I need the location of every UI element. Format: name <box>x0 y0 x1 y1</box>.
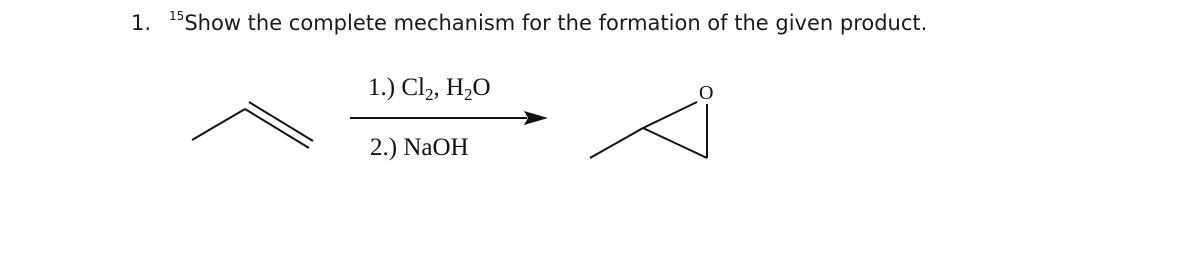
epoxide-co-bond-a <box>643 102 697 128</box>
reagent-step-2: 2.) NaOH <box>370 134 469 161</box>
propene-double-bond-a <box>245 109 309 148</box>
point-value: 15 <box>169 9 185 23</box>
epoxide-oxygen-label: O <box>699 82 714 104</box>
question-prompt: Show the complete mechanism for the formation of the given product. <box>184 11 928 35</box>
epoxide-cc-bond <box>643 128 707 158</box>
propene-double-bond-b <box>249 102 313 141</box>
reagent-step-1: 1.) $Cl_2$, $H_2O$ <box>368 74 491 104</box>
reaction-arrow-head <box>524 111 548 125</box>
epoxide-methyl-bond <box>590 128 643 158</box>
question-number: 1. <box>131 11 152 35</box>
propene-single-bond <box>192 109 245 140</box>
